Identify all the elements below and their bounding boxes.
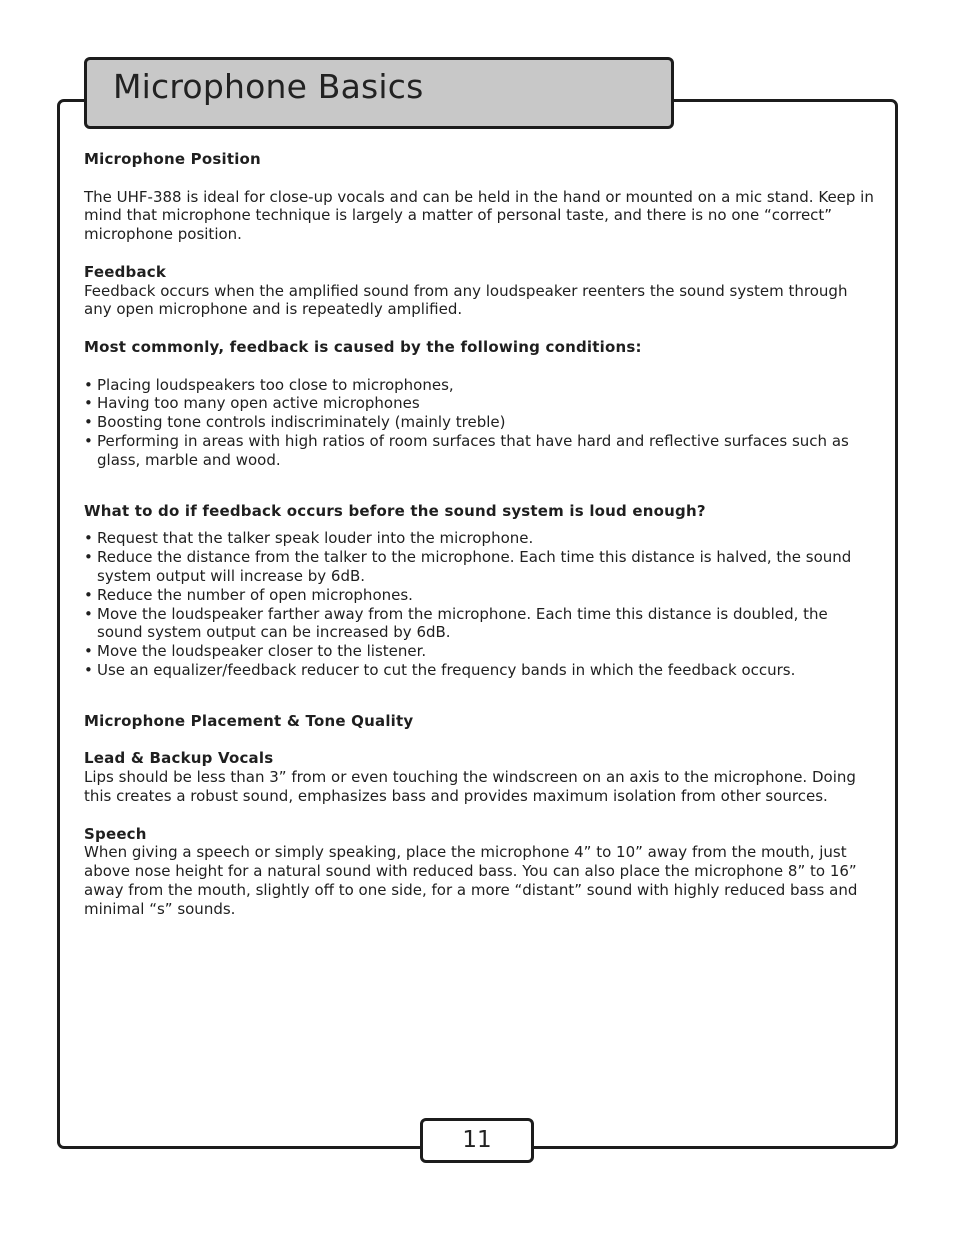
feedback-remedies-list	[84, 529, 874, 679]
feedback-heading: Feedback	[84, 262, 167, 281]
bullet-icon: •	[84, 642, 93, 661]
vocals-text: Lips should be less than 3” from or even touching the windscreen on an axis to the microphone. Doing this creates a robust sound, emphasizes bass and provides maximum isolation from other sources.	[84, 768, 856, 805]
bullet-icon: •	[84, 431, 93, 450]
feedback-remedies-heading: What to do if feedback occurs before the sound system is loud enough?	[84, 501, 706, 520]
title-tab	[84, 57, 674, 129]
bullet-icon: •	[84, 604, 93, 623]
bullet-icon: •	[84, 375, 93, 394]
speech-text: When giving a speech or simply speaking, place the microphone 4” to 10” away from the mouth, just above nose height for a natural sound with reduced bass. You can also place the microphone 8” to 16” away from the mouth, slightly off to one side, for a more “distant” sound with highly reduced bass and minimal “s” sounds.	[84, 843, 858, 918]
speech-heading: Speech	[84, 824, 147, 843]
list-item: • Use an equalizer/feedback reducer to cut the frequency bands in which the feedback occurs.	[84, 660, 796, 679]
microphone-position-heading: Microphone Position	[84, 150, 261, 168]
bullet-icon: •	[84, 548, 93, 567]
bullet-icon: •	[84, 529, 93, 548]
page-content	[84, 150, 874, 918]
list-item: • Move the loudspeaker farther away from the microphone. Each time this distance is doubled, the sound system output can be increased by 6dB.	[84, 604, 828, 642]
bullet-icon: •	[84, 413, 93, 432]
bullet-icon: •	[84, 660, 93, 679]
feedback-conditions-heading: Most commonly, feedback is caused by the following conditions:	[84, 337, 642, 356]
bullet-icon: •	[84, 585, 93, 604]
list-item: • Reduce the distance from the talker to the microphone. Each time this distance is halved, the sound system output will increase by 6dB.	[84, 548, 852, 585]
feedback-conditions-list	[84, 376, 874, 470]
microphone-position-text: The UHF-388 is ideal for close-up vocals and can be held in the hand or mounted on a mic stand. Keep in mind that microphone technique is largely a matter of personal taste, and there is no one “correct” microphone position.	[84, 187, 874, 244]
feedback-text: Feedback occurs when the amplified sound from any loudspeaker reenters the sound system through any open microphone and is repeatedly amplified.	[84, 281, 848, 319]
list-item: • Request that the talker speak louder into the microphone.	[84, 529, 534, 548]
list-item: • Having too many open active microphones	[84, 394, 420, 413]
list-item: • Performing in areas with high ratios of room surfaces that have hard and reflective surfaces such as glass, marble and wood.	[84, 431, 849, 469]
list-item: • Placing loudspeakers too close to microphones,	[84, 375, 454, 394]
bullet-icon: •	[84, 394, 93, 413]
page-title: Microphone Basics	[113, 67, 424, 106]
placement-heading: Microphone Placement & Tone Quality	[84, 711, 414, 730]
list-item: • Boosting tone controls indiscriminately (mainly treble)	[84, 413, 506, 432]
page-number: 11	[462, 1127, 492, 1153]
list-item: • Move the loudspeaker closer to the listener.	[84, 642, 427, 661]
vocals-heading: Lead & Backup Vocals	[84, 749, 274, 768]
list-item: • Reduce the number of open microphones.	[84, 585, 413, 604]
page-number-tab	[420, 1118, 534, 1163]
